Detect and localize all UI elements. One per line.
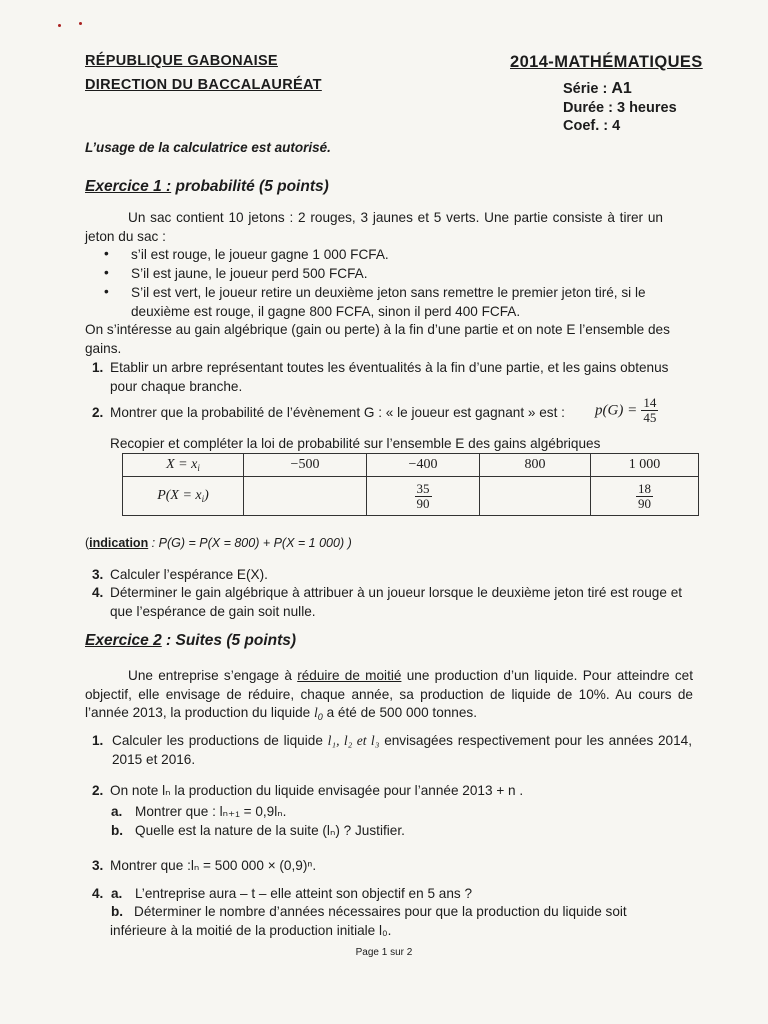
ex2-intro: [85, 667, 693, 727]
p-head-close: ): [204, 488, 209, 503]
ex1-intro: Un sac contient 10 jetons : 2 rouges, 3 jaunes et 5 verts. Une partie consiste à tirer un jeton du sac :: [85, 210, 663, 244]
fraction-denominator: 90: [416, 495, 430, 511]
ex2-intro-c: a été de 500 000 tonnes.: [322, 705, 478, 720]
table-cell: −400: [367, 454, 480, 477]
ex2-q4a-text: L’entreprise aura – t – elle atteint son objectif en 5 ans ?: [135, 886, 473, 901]
p-head-text: P(X = x: [157, 488, 202, 503]
ex2-q2-text: On note lₙ la production du liquide envisagée pour l’année 2013 + n .: [110, 783, 524, 798]
probability-law-table: [122, 453, 699, 516]
duree: Durée : 3 heures: [563, 100, 677, 116]
exercise-2-subject: : Suites (5 points): [161, 632, 297, 649]
probability-formula: [595, 396, 658, 425]
ex2-q1-text: [112, 732, 692, 769]
table-header-cell: [123, 477, 244, 516]
table-cell: −500: [244, 454, 367, 477]
bullet-marker: •: [104, 265, 109, 280]
bullet-marker: •: [104, 246, 109, 261]
fraction-numerator: 18: [638, 480, 651, 496]
ex2-q2b-label: b.: [111, 823, 124, 838]
ex1-q3-text: Calculer l’espérance E(X).: [110, 567, 268, 582]
table-cell: 1 000: [591, 454, 699, 477]
ex2-q4-number: 4.: [92, 886, 104, 901]
formula-fraction: [641, 396, 658, 425]
table-cell: [591, 477, 699, 516]
x-head-sub: i: [197, 463, 200, 473]
table-cell: 800: [480, 454, 591, 477]
ex2-q1-b: envisagées respectivement pour les années 2014, 2015 et 2016.: [112, 733, 693, 767]
ex2-intro-b: une production d’un liquide. Pour atteindre cet objectif, elle envisage de réduire, chaque année, sa production de liquide de 10%. Au cours de l’année 2013, la production du liquide: [85, 668, 693, 720]
table-header-cell: [123, 454, 244, 477]
table-fraction: [636, 482, 653, 511]
ex1-q2-number: 2.: [92, 405, 104, 420]
serie-value: A1: [611, 80, 632, 97]
ex2-q2-number: 2.: [92, 783, 104, 798]
ex2-intro-a: Une entreprise s’engage à: [128, 668, 298, 683]
ex1-gains-paragraph: On s’intéresse au gain algébrique (gain ou perte) à la fin d’une partie et on note E l’ensemble des gains.: [85, 322, 670, 356]
ex1-q3-number: 3.: [92, 567, 104, 582]
ex2-q3-text: Montrer que :lₙ = 500 000 × (0,9)ⁿ.: [110, 858, 317, 873]
table-cell: [367, 477, 480, 516]
exercise-1-subject: probabilité (5 points): [171, 178, 329, 195]
ex2-q4a-label: a.: [111, 886, 123, 901]
bullet-item: S’il est jaune, le joueur perd 500 FCFA.: [131, 266, 368, 281]
coef: Coef. : 4: [563, 118, 621, 134]
exercise-1-title: [85, 178, 329, 196]
fraction-denominator: 45: [643, 410, 657, 425]
ex1-q1-number: 1.: [92, 360, 104, 375]
ex1-q1-text: Etablir un arbre représentant toutes les éventualités à la fin d’une partie, et les gains obtenus pour chaque branche.: [110, 360, 669, 394]
scan-speck: [58, 24, 61, 27]
ex1-q4-number: 4.: [92, 585, 104, 600]
p-head-sub: i: [201, 494, 205, 504]
indication-label: indication: [89, 536, 149, 550]
table-row: [123, 454, 699, 477]
ex2-q3-number: 3.: [92, 858, 104, 873]
exercise-2-title: [85, 632, 296, 650]
serie-label: Série :: [563, 81, 608, 97]
country-title: RÉPUBLIQUE GABONAISE: [85, 53, 278, 69]
ex1-indication: (indication : P(G) = P(X = 800) + P(X = 1 000) ): [85, 536, 352, 550]
bullet-item: s’il est rouge, le joueur gagne 1 000 FCFA.: [131, 247, 389, 262]
table-cell: [480, 477, 591, 516]
calculator-note: L’usage de la calculatrice est autorisé.: [85, 140, 331, 155]
serie: [563, 80, 632, 98]
page-footer: Page 1 sur 2: [355, 947, 413, 958]
exam-title: 2014-MATHÉMATIQUES: [510, 53, 703, 71]
ex2-l-sub: 0: [317, 712, 323, 722]
table-row: [123, 477, 699, 516]
x-head-text: X = x: [166, 457, 198, 472]
bullet-marker: •: [104, 284, 109, 299]
exercise-2-label: Exercice 2: [85, 632, 162, 649]
direction-title: DIRECTION DU BACCALAURÉAT: [85, 77, 322, 93]
ex2-q4b-label: b.: [111, 904, 124, 919]
ex1-q4-text: Déterminer le gain algébrique à attribuer à un joueur lorsque le deuxième jeton tiré est rouge et que l’espérance de gain soit nulle.: [110, 585, 683, 619]
ex1-table-instruction: Recopier et compléter la loi de probabilité sur l’ensemble E des gains algébriques: [110, 436, 601, 451]
formula-lhs: p(G) =: [595, 402, 638, 419]
ex2-q1-vars: l₁, l₂ et l₃: [327, 733, 380, 748]
ex2-q4b-text: Déterminer le nombre d’années nécessaires pour que la production du liquide soit inférieure à la moitié de la production initiale l₀.: [110, 904, 627, 938]
ex2-q2a-label: a.: [111, 804, 123, 819]
ex2-intro-underlined: réduire de moitié: [297, 668, 402, 683]
exercise-1-label: Exercice 1 :: [85, 178, 172, 195]
ex1-q2-text: Montrer que la probabilité de l’évènement G : « le joueur est gagnant » est :: [110, 405, 565, 420]
ex2-q2b-text: Quelle est la nature de la suite (lₙ) ? Justifier.: [135, 823, 405, 838]
ex2-q1-number: 1.: [92, 733, 104, 748]
indication-text: : P(G) = P(X = 800) + P(X = 1 000) ): [148, 536, 352, 550]
scan-speck: [79, 22, 82, 25]
ex2-q1-a: Calculer les productions de liquide: [112, 733, 323, 748]
ex2-q2a-text: Montrer que : lₙ₊₁ = 0,9lₙ.: [135, 804, 287, 819]
bullet-item: S’il est vert, le joueur retire un deuxième jeton sans remettre le premier jeton tiré, si le deuxième est rouge, il gagne 800 FCFA, sinon il perd 400 FCFA.: [131, 285, 646, 319]
ex2-l-var: l: [314, 705, 318, 720]
table-fraction: [415, 482, 432, 511]
fraction-numerator: 14: [643, 395, 657, 410]
fraction-denominator: 90: [638, 495, 651, 511]
fraction-numerator: 35: [416, 480, 430, 496]
table-cell: [244, 477, 367, 516]
